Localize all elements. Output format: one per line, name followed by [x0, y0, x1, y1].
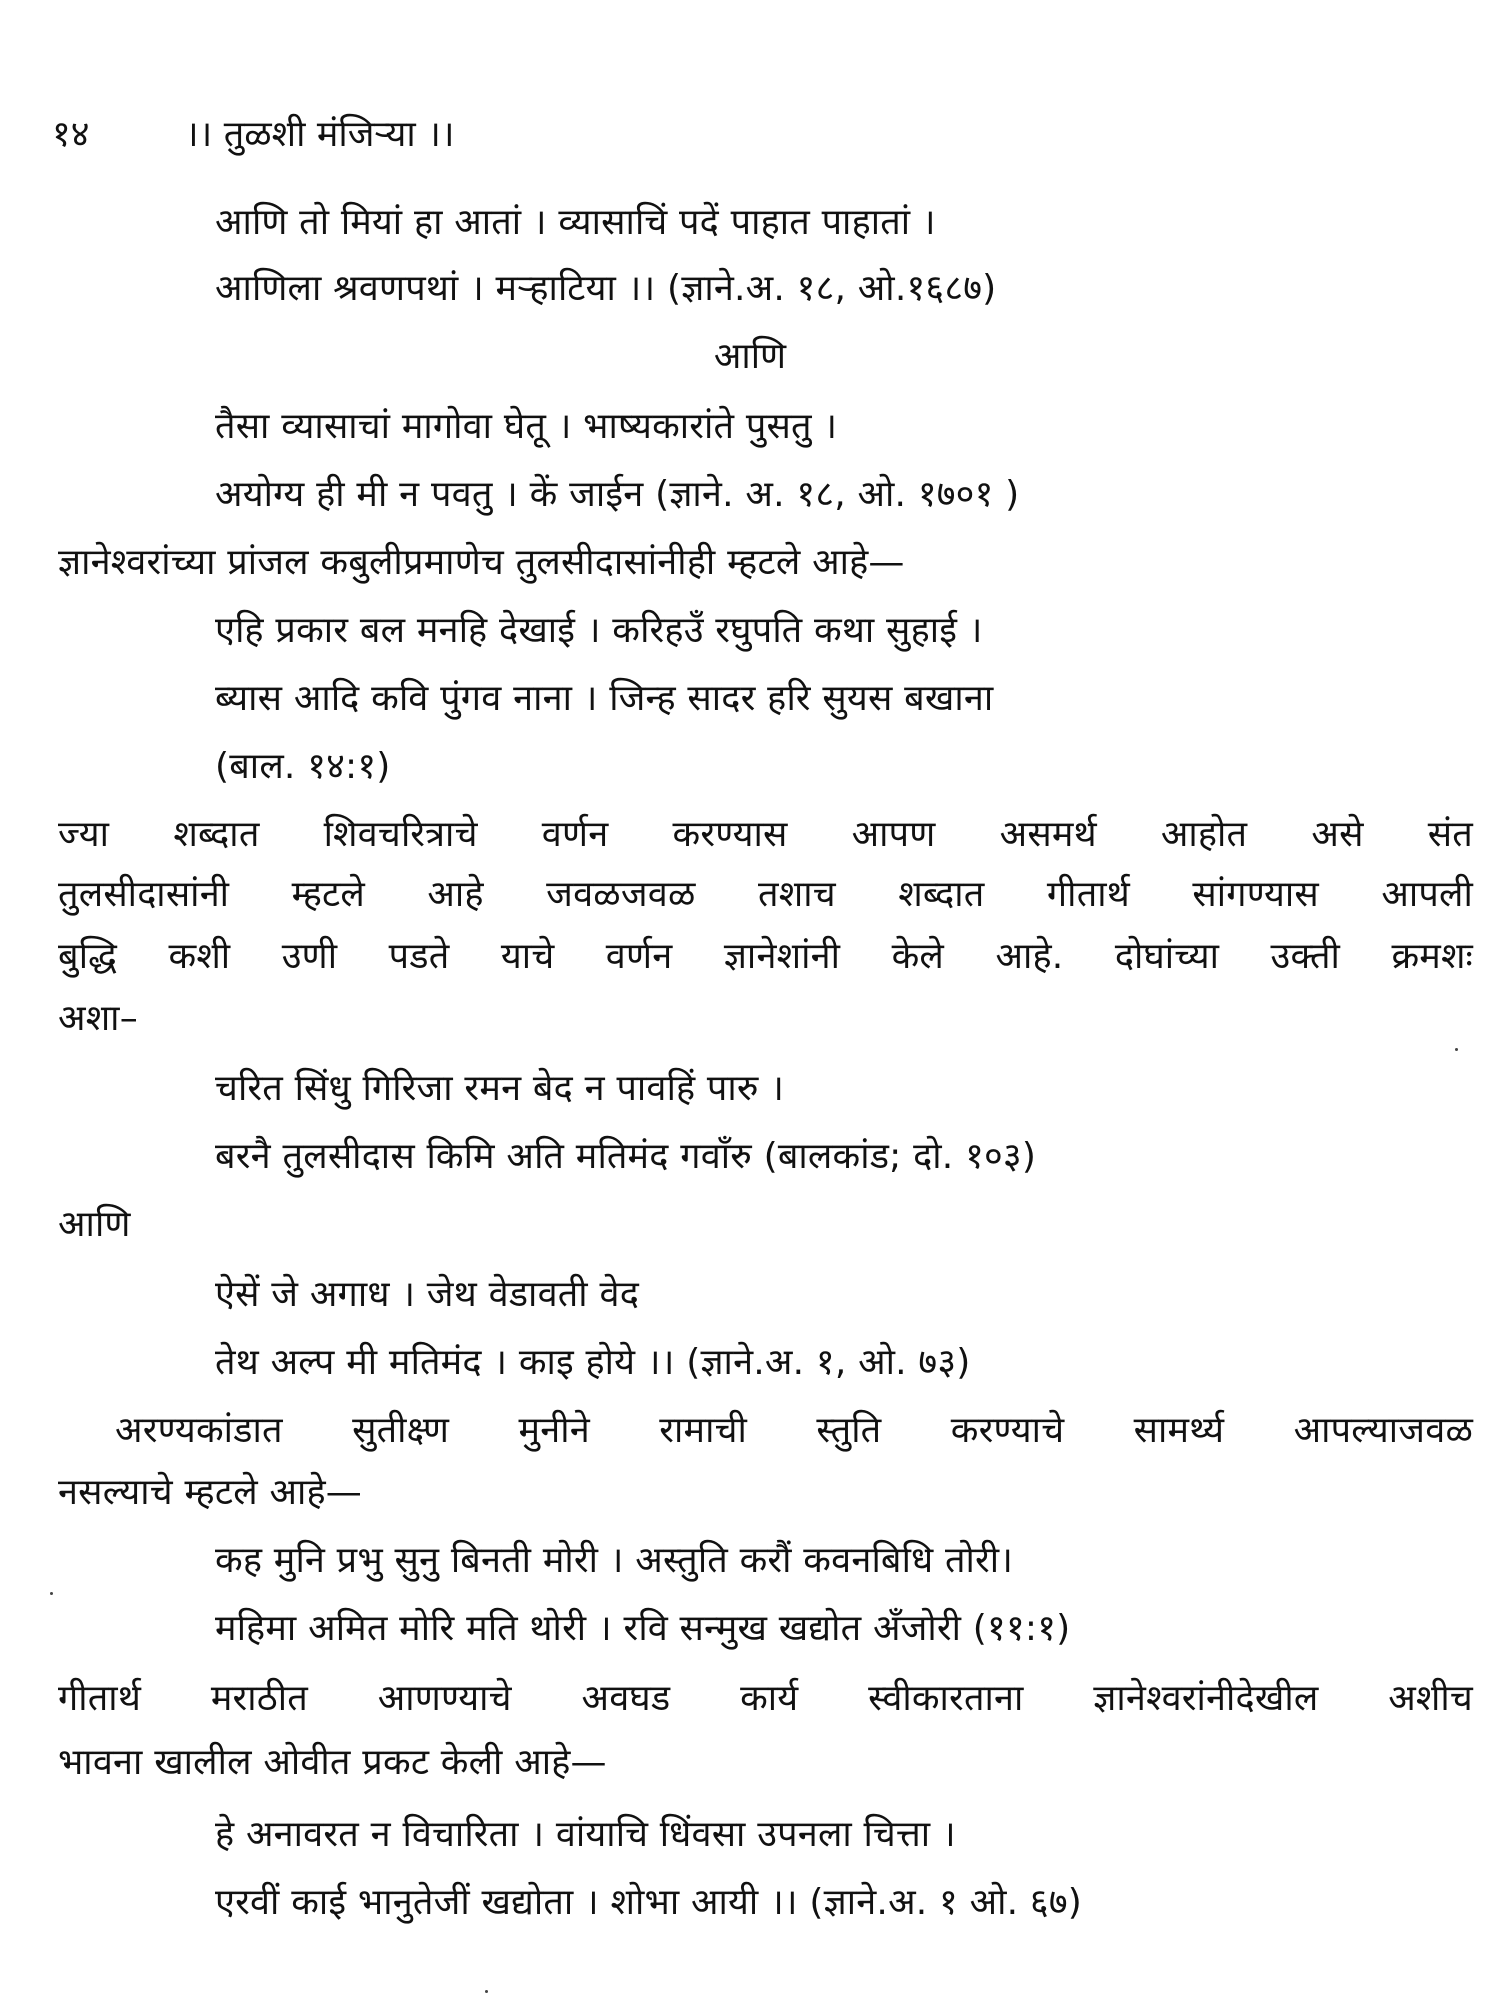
- paragraph3-line-2: भावना खालील ओवीत प्रकट केली आहे—: [58, 1742, 607, 1783]
- verse-line-13: हे अनावरत न विचारिता । वांयाचि धिंवसा उपनला चित्ता ।: [215, 1814, 956, 1855]
- verse-line-10: तेथ अल्प मी मतिमंद । काइ होये ।। (ज्ञाने.अ. १, ओ. ७३): [215, 1342, 971, 1383]
- page-number: १४: [52, 114, 90, 155]
- verse-line-14: एरवीं काई भानुतेजीं खद्योता । शोभा आयी ।। (ज्ञाने.अ. १ ओ. ६७): [215, 1882, 1083, 1923]
- paragraph-line-1: ज्या शब्दात शिवचरित्राचे वर्णन करण्यास आपण असमर्थ आहोत असे संत: [58, 814, 1473, 855]
- verse-line-9: ऐसें जे अगाध । जेथ वेडावती वेद: [215, 1274, 640, 1315]
- verse-line-3: तैसा व्यासाचां मागोवा घेतू । भाष्यकारांते पुसतु ।: [215, 406, 838, 447]
- verse-line-11: कह मुनि प्रभु सुनु बिनती मोरी । अस्तुति करौं कवनबिधि तोरी।: [215, 1540, 1014, 1581]
- paragraph2-line-1: अरण्यकांडात सुतीक्ष्ण मुनीने रामाची स्तुति करण्याचे सामर्थ्य आपल्याजवळ: [115, 1410, 1473, 1451]
- paragraph2-line-2: नसल्याचे म्हटले आहे—: [58, 1472, 362, 1513]
- prose-line-1: ज्ञानेश्वरांच्या प्रांजल कबुलीप्रमाणेच तुलसीदासांनीही म्हटले आहे—: [58, 542, 905, 583]
- verse-reference: (बाल. १४:१): [215, 746, 391, 787]
- scan-speck: [1455, 1048, 1458, 1051]
- paragraph-line-4: अशा–: [58, 998, 138, 1039]
- verse-line-8: बरनै तुलसीदास किमि अति मतिमंद गवाँरु (बालकांड; दो. १०३): [215, 1136, 1037, 1177]
- connector-word: आणि: [713, 336, 787, 377]
- running-title: ।। तुळशी मंजिऱ्या ।।: [185, 114, 455, 155]
- verse-line-7: चरित सिंधु गिरिजा रमन बेद न पावहिं पारु ।: [215, 1068, 785, 1109]
- verse-line-4: अयोग्य ही मी न पवतु । कें जाईन (ज्ञाने. अ. १८, ओ. १७०१ ): [215, 474, 1020, 515]
- paragraph-line-2: तुलसीदासांनी म्हटले आहे जवळजवळ तशाच शब्दात गीतार्थ सांगण्यास आपली: [58, 874, 1473, 915]
- paragraph-line-3: बुद्धि कशी उणी पडते याचे वर्णन ज्ञानेशांनी केले आहे. दोघांच्या उक्ती क्रमशः: [58, 936, 1473, 977]
- verse-line-12: महिमा अमित मोरि मति थोरी । रवि सन्मुख खद्योत अँजोरी (११:१): [215, 1608, 1071, 1649]
- verse-line-2: आणिला श्रवणपथां । मऱ्हाटिया ।। (ज्ञाने.अ. १८, ओ.१६८७): [215, 268, 997, 309]
- paragraph3-line-1: गीतार्थ मराठीत आणण्याचे अवघड कार्य स्वीकारताना ज्ञानेश्वरांनीदेखील अशीच: [58, 1678, 1473, 1719]
- scan-speck: [50, 1592, 53, 1595]
- scan-speck: [485, 1990, 488, 1993]
- verse-line-1: आणि तो मियां हा आतां । व्यासाचिं पदें पाहात पाहातां ।: [215, 202, 936, 243]
- verse-line-6: ब्यास आदि कवि पुंगव नाना । जिन्ह सादर हरि सुयस बखाना: [215, 678, 994, 719]
- connector-word-2: आणि: [58, 1204, 131, 1245]
- verse-line-5: एहि प्रकार बल मनहि देखाई । करिहउँ रघुपति कथा सुहाई ।: [215, 610, 983, 651]
